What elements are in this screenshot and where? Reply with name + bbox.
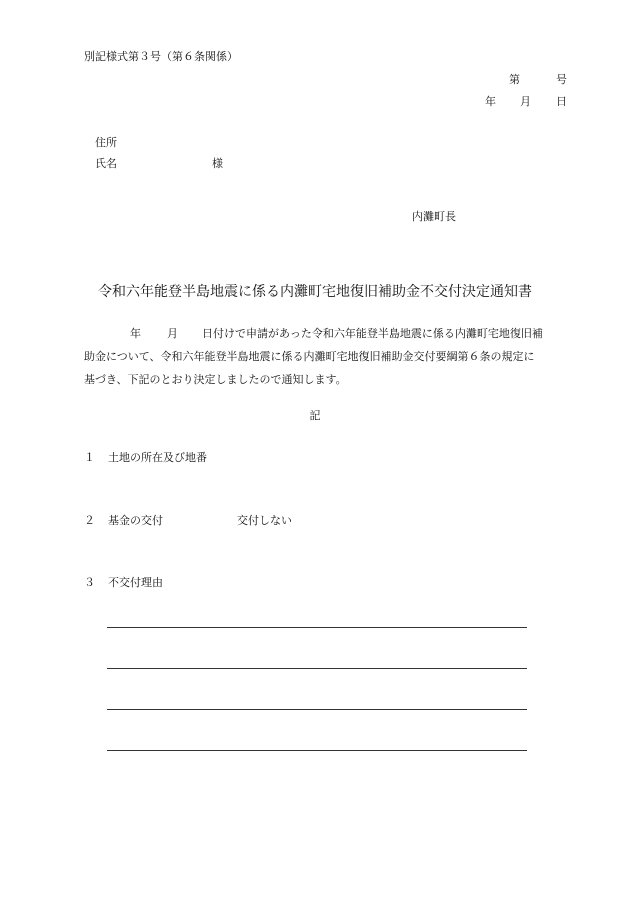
date-day: 日 bbox=[556, 95, 567, 108]
doc-number-go: 号 bbox=[556, 73, 567, 86]
address-label: 住所 bbox=[95, 136, 117, 149]
reason-line bbox=[107, 750, 527, 751]
name-honorific: 様 bbox=[212, 157, 223, 170]
item-grant bbox=[84, 512, 163, 528]
reason-line bbox=[107, 668, 527, 669]
body-line-3: 基づき、下記のとおり決定しましたので通知します。 bbox=[84, 373, 347, 386]
body-line-1-text: 日付けで申請があった令和六年能登半島地震に係る内灘町宅地復旧補 bbox=[202, 327, 543, 340]
body-date-month: 月 bbox=[167, 327, 178, 340]
issuer: 内灘町長 bbox=[412, 210, 456, 223]
item-label: 土地の所在及び地番 bbox=[108, 451, 207, 464]
item-label: 不交付理由 bbox=[108, 576, 163, 589]
doc-number-dai: 第 bbox=[509, 73, 520, 86]
item-number: ２ bbox=[84, 514, 95, 527]
document-title: 令和六年能登半島地震に係る内灘町宅地復旧補助金不交付決定通知書 bbox=[98, 284, 532, 300]
reason-line bbox=[107, 627, 527, 628]
item-number: １ bbox=[84, 451, 95, 464]
item-number: ３ bbox=[84, 576, 95, 589]
date-year: 年 bbox=[485, 95, 496, 108]
date-month: 月 bbox=[520, 95, 531, 108]
item-grant-value: 交付しない bbox=[237, 514, 292, 527]
body-paragraph bbox=[84, 322, 574, 391]
item-label: 基金の交付 bbox=[108, 514, 163, 527]
body-line-1 bbox=[84, 322, 574, 345]
body-date-year: 年 bbox=[130, 327, 141, 340]
name-label: 氏名 bbox=[95, 157, 117, 170]
ki-heading: 記 bbox=[309, 409, 321, 422]
item-land-location bbox=[84, 449, 207, 465]
body-line-2: 助金について、令和六年能登半島地震に係る内灘町宅地復旧補助金交付要綱第６条の規定に bbox=[84, 350, 535, 363]
reason-line bbox=[107, 709, 527, 710]
form-code: 別記様式第３号（第６条関係） bbox=[84, 50, 238, 63]
item-reason bbox=[84, 574, 163, 590]
